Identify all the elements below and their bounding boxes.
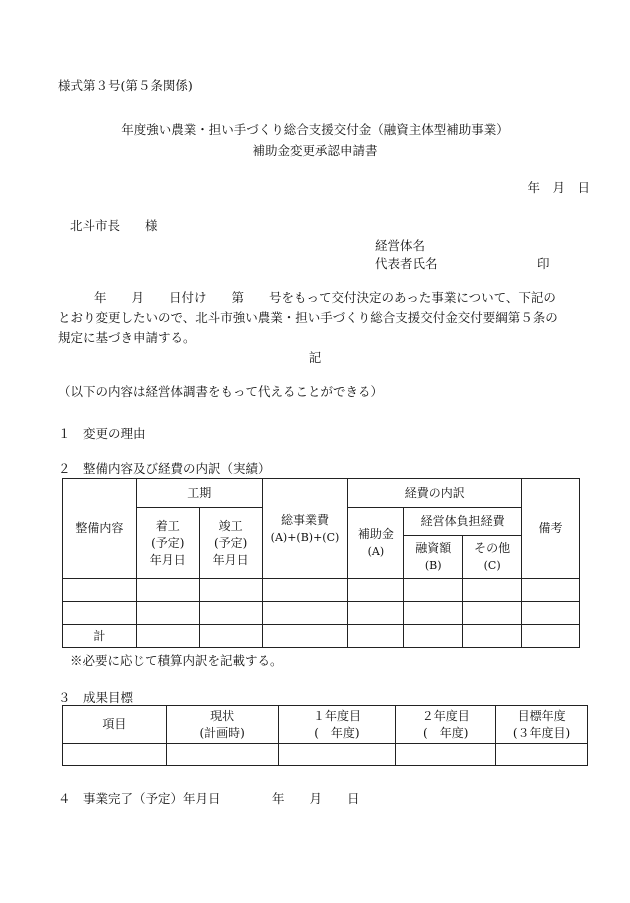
representative-label: 代表者氏名 xyxy=(375,256,438,271)
completion-date: 年 月 日 xyxy=(272,791,360,806)
body-line-2: とおり変更したいので、北斗市強い農業・担い手づくり総合支援交付金交付要綱第５条の xyxy=(58,310,558,325)
header-loan-code: (B) xyxy=(424,559,442,572)
cell[interactable] xyxy=(404,602,463,625)
cell[interactable] xyxy=(199,579,262,602)
header-remarks: 備考 xyxy=(522,479,580,579)
cell[interactable] xyxy=(136,579,199,602)
cell[interactable] xyxy=(199,625,262,648)
cell[interactable] xyxy=(278,744,396,766)
cell[interactable] xyxy=(262,625,348,648)
cell[interactable] xyxy=(496,744,588,766)
header-end xyxy=(199,508,262,579)
expense-table xyxy=(62,478,580,648)
section4-heading: ４ 事業完了（予定）年月日 xyxy=(58,791,221,806)
cell[interactable] xyxy=(463,602,522,625)
cell[interactable] xyxy=(136,625,199,648)
submission-date: 年 月 日 xyxy=(527,180,590,195)
section1-heading: １ 変更の理由 xyxy=(58,426,146,441)
application-body xyxy=(58,288,592,348)
cell[interactable] xyxy=(522,579,580,602)
header-year2 xyxy=(396,706,496,744)
cell[interactable] xyxy=(522,602,580,625)
cell[interactable] xyxy=(166,744,278,766)
header-year1-l1: １年度目 xyxy=(312,708,361,723)
substitute-note: （以下の内容は経営体調書をもって代えることができる） xyxy=(58,384,384,399)
cell[interactable] xyxy=(262,579,348,602)
section3-heading: ３ 成果目標 xyxy=(58,690,134,705)
header-total-label: 総事業費 xyxy=(280,512,329,527)
header-start-l1: 着工 xyxy=(155,518,180,533)
cell[interactable] xyxy=(63,602,137,625)
addressee: 北斗市長 様 xyxy=(70,218,158,233)
header-other-code: (C) xyxy=(483,559,501,572)
cell[interactable] xyxy=(463,625,522,648)
cell[interactable] xyxy=(404,625,463,648)
header-breakdown: 経費の内訳 xyxy=(348,479,522,508)
cell[interactable] xyxy=(348,602,404,625)
table-row xyxy=(63,744,588,766)
header-start xyxy=(136,508,199,579)
header-start-l2: (予定) xyxy=(151,535,185,550)
seal-mark: 印 xyxy=(537,256,550,271)
section2-footnote: ※必要に応じて積算内訳を記載する。 xyxy=(70,653,283,668)
header-end-l3: 年月日 xyxy=(212,552,249,567)
header-subsidy-code: (A) xyxy=(367,545,385,558)
document-title: 年度強い農業・担い手づくり総合支援交付金（融資主体型補助事業） xyxy=(121,122,509,137)
body-line-1: 年 月 日付け 第 号をもって交付決定のあった事業について、下記の xyxy=(94,290,556,305)
header-subsidy-label: 補助金 xyxy=(357,527,394,541)
header-current-l2: (計画時) xyxy=(199,725,245,740)
table-row xyxy=(63,602,580,625)
cell[interactable] xyxy=(463,579,522,602)
header-year1 xyxy=(278,706,396,744)
header-end-l1: 竣工 xyxy=(218,518,243,533)
entity-name-label: 経営体名 xyxy=(375,238,426,253)
cell[interactable] xyxy=(136,602,199,625)
header-other-label: その他 xyxy=(474,541,511,555)
header-other xyxy=(463,536,522,579)
cell[interactable] xyxy=(262,602,348,625)
header-target-l1: 目標年度 xyxy=(517,708,566,723)
form-number: 様式第３号(第５条関係) xyxy=(58,78,193,93)
header-current-l1: 現状 xyxy=(210,708,235,723)
cell[interactable] xyxy=(63,744,167,766)
cell[interactable] xyxy=(63,579,137,602)
cell[interactable] xyxy=(348,625,404,648)
header-content: 整備内容 xyxy=(63,479,137,579)
cell[interactable] xyxy=(199,602,262,625)
header-loan xyxy=(404,536,463,579)
cell[interactable] xyxy=(348,579,404,602)
total-label: 計 xyxy=(63,625,137,648)
header-subsidy xyxy=(348,508,404,579)
header-target xyxy=(496,706,588,744)
header-loan-label: 融資額 xyxy=(415,541,452,555)
cell[interactable] xyxy=(404,579,463,602)
body-line-3: 規定に基づき申請する。 xyxy=(58,330,196,345)
header-item: 項目 xyxy=(63,706,167,744)
header-year2-l2: ( 年度) xyxy=(423,725,469,740)
header-current xyxy=(166,706,278,744)
targets-table xyxy=(62,705,588,766)
header-year1-l2: ( 年度) xyxy=(314,725,360,740)
section2-heading: ２ 整備内容及び経費の内訳（実績） xyxy=(58,461,271,476)
header-end-l2: (予定) xyxy=(213,535,248,550)
header-target-l2: (３年度目) xyxy=(512,725,571,740)
header-total-formula: (A)+(B)+(C) xyxy=(270,530,340,544)
cell[interactable] xyxy=(522,625,580,648)
header-start-l3: 年月日 xyxy=(149,552,186,567)
table-row xyxy=(63,579,580,602)
header-total xyxy=(262,479,348,579)
header-period: 工期 xyxy=(136,479,262,508)
header-burden: 経営体負担経費 xyxy=(404,508,522,536)
ki-label: 記 xyxy=(308,350,322,365)
cell[interactable] xyxy=(396,744,496,766)
document-subtitle: 補助金変更承認申請書 xyxy=(252,143,378,158)
header-year2-l1: ２年度目 xyxy=(421,708,470,723)
total-row xyxy=(63,625,580,648)
